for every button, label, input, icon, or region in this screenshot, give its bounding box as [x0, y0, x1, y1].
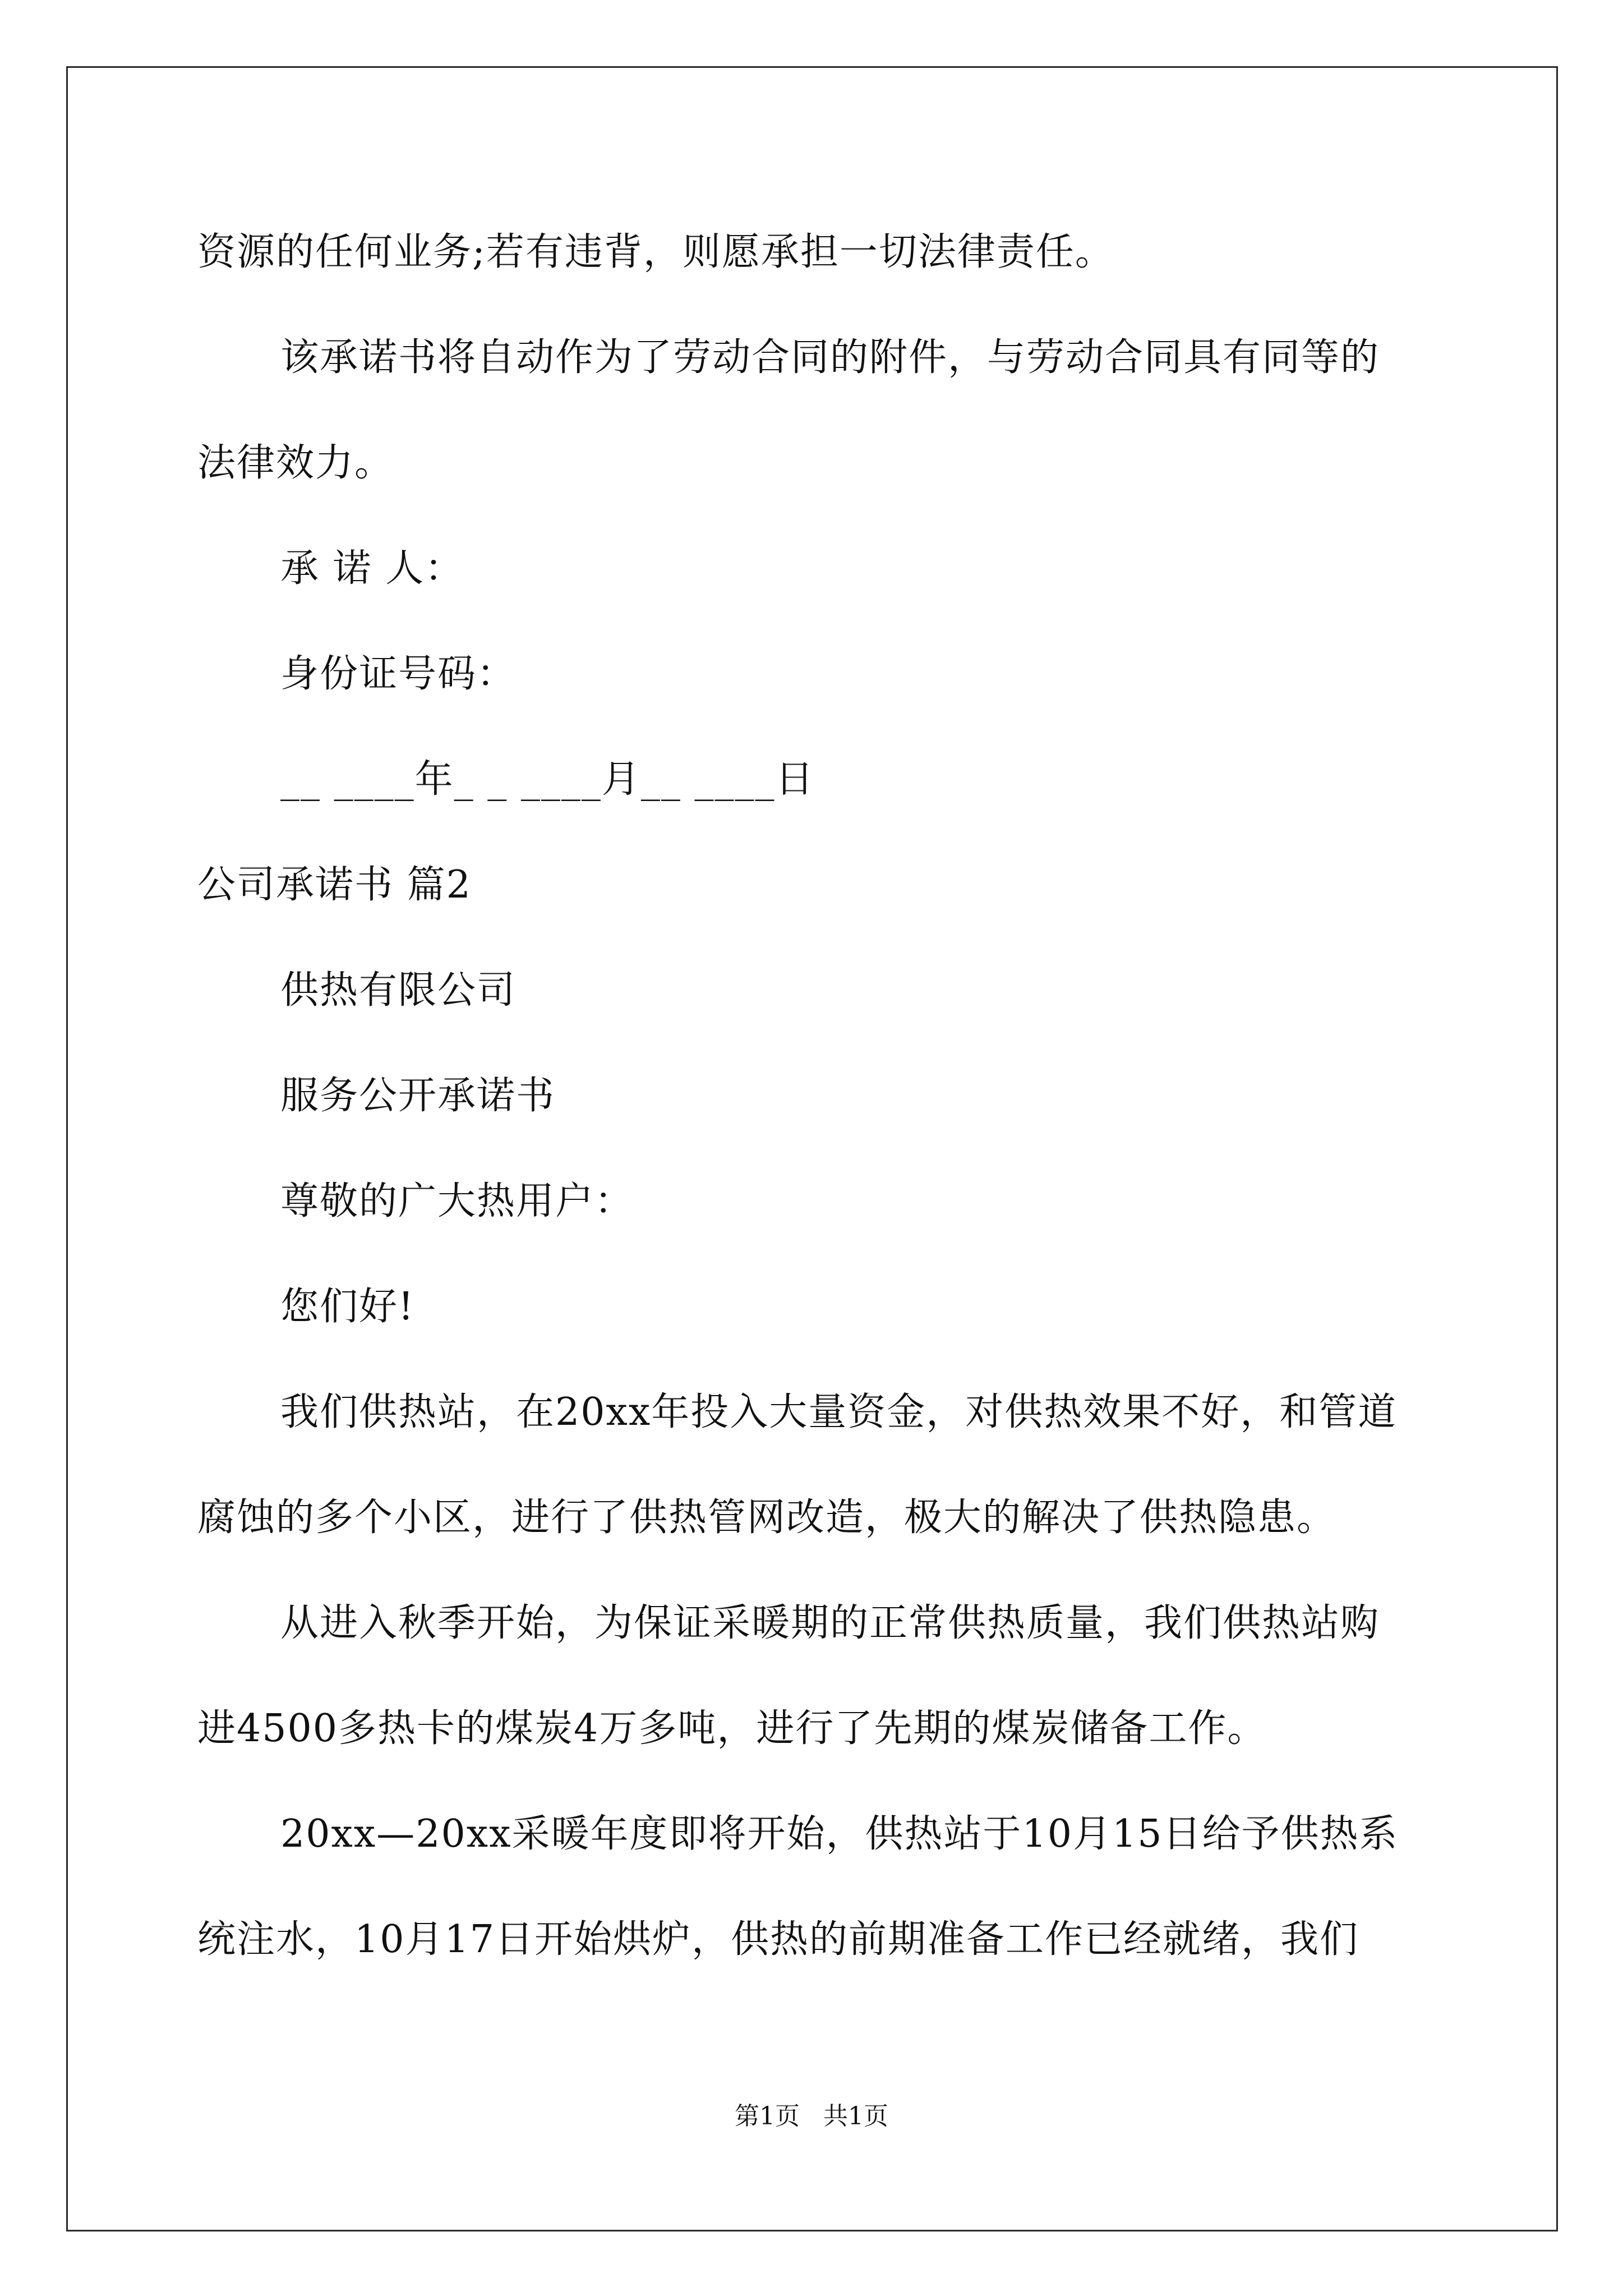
page-border	[66, 66, 1558, 2231]
page-number-label: 第1页 共1页	[735, 2102, 888, 2131]
letter-title: 服务公开承诺书	[280, 1074, 556, 1118]
signer-label: 承 诺 人：	[280, 546, 464, 591]
section-heading: 公司承诺书 篇2	[197, 863, 472, 907]
text-line-12: 我们供热站，在20xx年投入大量资金，对供热效果不好，和管道	[280, 1390, 1398, 1434]
text-line-1: 资源的任何业务;若有违背，则愿承担一切法律责任。	[197, 230, 1114, 274]
text-line-17: 统注水，10月17日开始烘炉，供热的前期准备工作已经就绪，我们	[197, 1917, 1359, 1962]
company-name: 供热有限公司	[280, 968, 517, 1013]
text-line-15: 进4500多热卡的煤炭4万多吨，进行了先期的煤炭储备工作。	[197, 1706, 1267, 1751]
text-line-2: 该承诺书将自动作为了劳动合同的附件，与劳动合同具有同等的	[280, 335, 1380, 380]
text-line-14: 从进入秋季开始，为保证采暖期的正常供热质量，我们供热站购	[280, 1601, 1380, 1645]
text-line-13: 腐蚀的多个小区，进行了供热管网改造，极大的解决了供热隐患。	[197, 1496, 1336, 1540]
id-number-label: 身份证号码：	[280, 652, 517, 696]
page-footer	[0, 2101, 1623, 2132]
greeting: 您们好!	[280, 1285, 415, 1329]
text-line-3: 法律效力。	[197, 441, 394, 485]
text-line-16: 20xx—20xx采暖年度即将开始，供热站于10月15日给予供热系	[280, 1812, 1399, 1856]
salutation: 尊敬的广大热用户：	[280, 1179, 634, 1223]
date-line: __ ____年_ _ ____月__ ____日	[280, 757, 815, 802]
